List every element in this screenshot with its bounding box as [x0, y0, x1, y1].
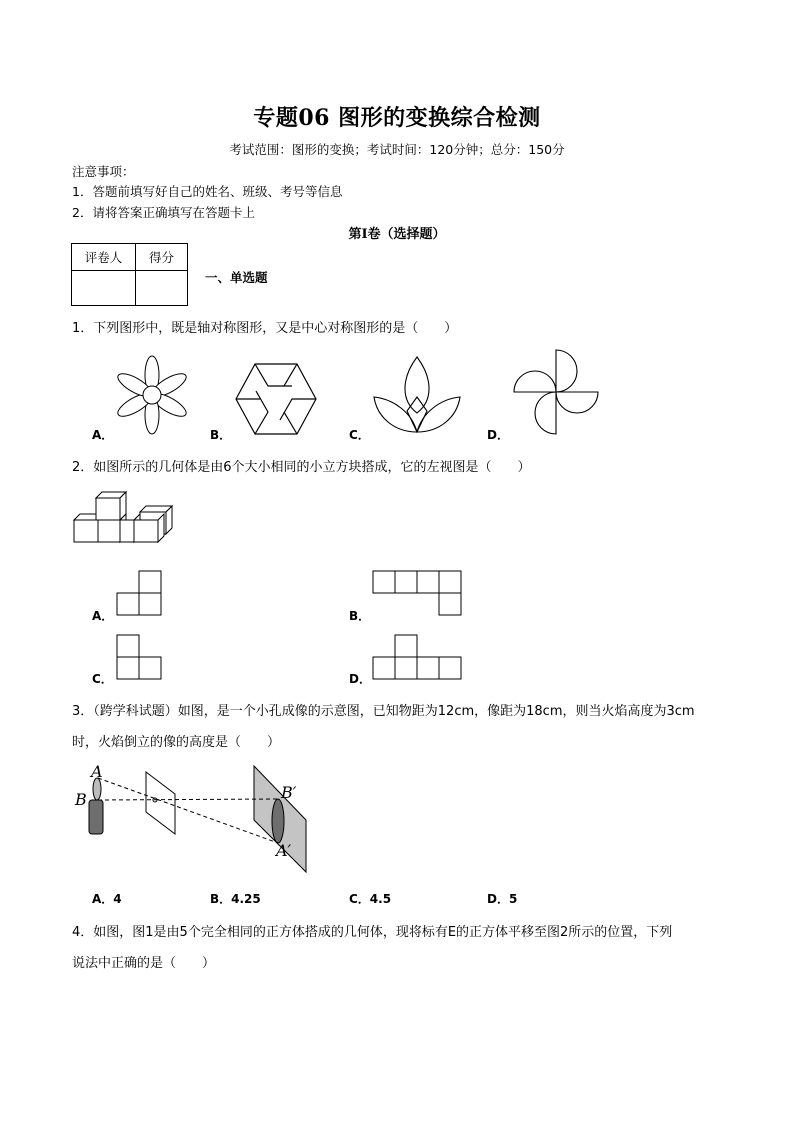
grader-cell[interactable] — [72, 271, 136, 306]
option-1a[interactable]: A． — [92, 428, 114, 442]
option-1d[interactable]: D． — [487, 428, 509, 442]
notes-heading: 注意事项： — [72, 164, 135, 179]
option-2b-figure — [372, 570, 464, 616]
part-heading: 一、单选题 — [205, 270, 268, 285]
label-b: B — [75, 790, 87, 809]
question-3-text-line1: 3．（跨学科试题）如图，是一个小孔成像的示意图，已知物距为12cm，像距为18cm，则当火焰高度为3cm — [72, 704, 695, 719]
label-a-prime: A′ — [276, 841, 292, 860]
score-table — [71, 243, 188, 306]
question-1-text: 1．下列图形中，既是轴对称图形，又是中心对称图形的是（ ） — [72, 321, 458, 336]
option-2d[interactable]: D． — [349, 672, 371, 686]
question-3-text-line2: 时，火焰倒立的像的高度是（ ） — [72, 735, 281, 750]
option-2c-figure — [116, 634, 164, 680]
question-4-text-line1: 4．如图，图1是由5个完全相同的正方体搭成的几何体，现将标有E的正方体平移至图2所示的位置，下列 — [72, 925, 673, 940]
option-2a[interactable]: A． — [92, 609, 114, 623]
option-3c[interactable]: C．4.5 — [349, 892, 392, 906]
option-3a[interactable]: A．4 — [92, 892, 122, 906]
option-1c[interactable]: C． — [349, 428, 370, 442]
option-2d-figure — [372, 634, 468, 680]
note-item: 1．答题前填写好自己的姓名、班级、考号等信息 — [72, 184, 343, 199]
option-3b[interactable]: B．4.25 — [210, 892, 261, 906]
option-2b[interactable]: B． — [349, 609, 371, 623]
option-2a-figure — [116, 570, 164, 616]
option-2c[interactable]: C． — [92, 672, 113, 686]
cube-structure-figure — [72, 490, 176, 546]
score-header-grader: 评卷人 — [72, 244, 136, 271]
pinwheel-icon — [513, 349, 599, 435]
label-b-prime: B′ — [281, 783, 297, 802]
recycle-hexagon-icon — [234, 362, 318, 436]
note-item: 2．请将答案正确填写在答题卡上 — [72, 205, 255, 220]
option-1b[interactable]: B． — [210, 428, 232, 442]
option-3d[interactable]: D．5 — [487, 892, 518, 906]
section-title: 第I卷（选择题） — [348, 227, 446, 242]
page-title: 专题06 图形的变换综合检测 — [253, 105, 541, 131]
question-4-text-line2: 说法中正确的是（ ） — [72, 956, 216, 971]
score-header-score: 得分 — [136, 244, 188, 271]
question-2-text: 2．如图所示的几何体是由6个大小相同的小立方块搭成，它的左视图是（ ） — [72, 460, 531, 475]
lotus-icon — [372, 355, 462, 435]
label-a: A — [91, 762, 103, 781]
flower-icon — [116, 355, 188, 435]
exam-info: 考试范围：图形的变换；考试时间：120分钟；总分：150分 — [229, 142, 565, 157]
score-cell[interactable] — [136, 271, 188, 306]
